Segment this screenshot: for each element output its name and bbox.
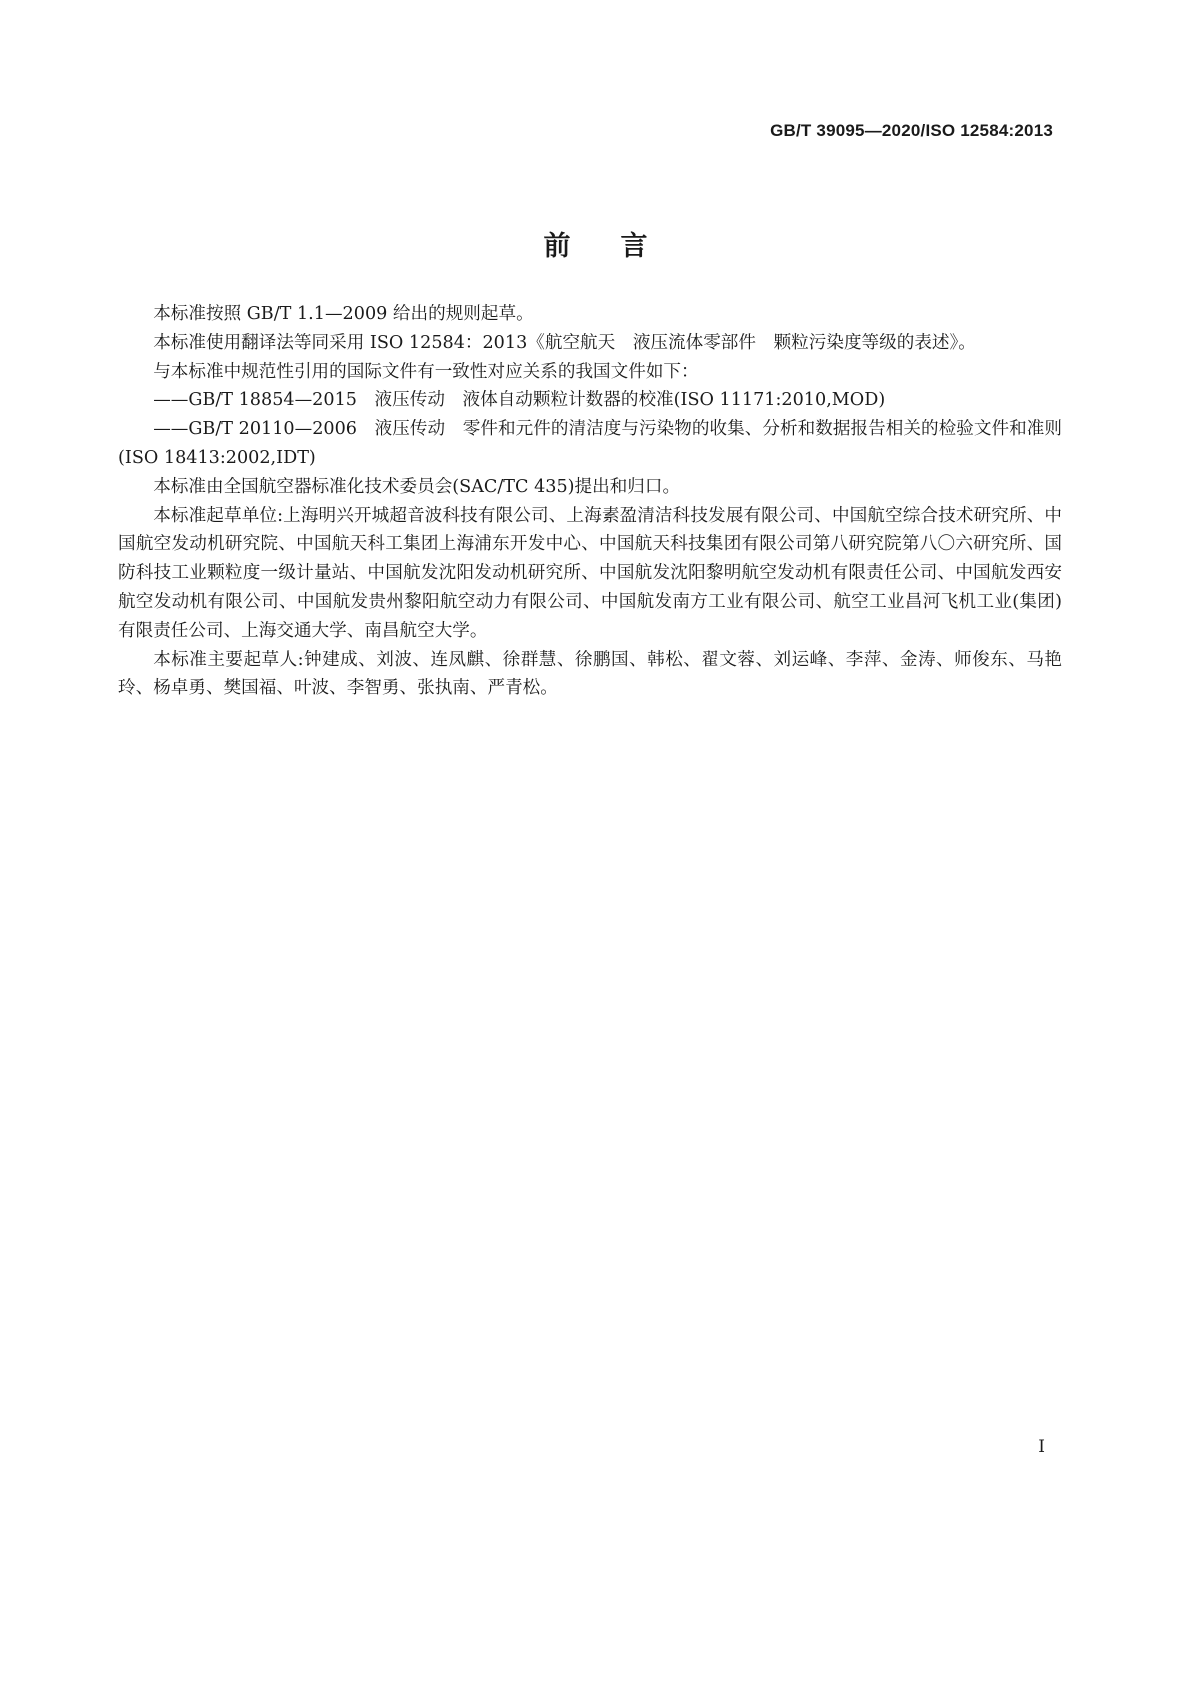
paragraph-reference-1: ——GB/T 18854—2015 液压传动 液体自动颗粒计数器的校准(ISO 11171:2010,MOD) — [153, 390, 886, 411]
paragraph-drafting-rules: 本标准按照 GB/T 1.1—2009 给出的规则起草。 — [153, 304, 534, 324]
paragraph-reference-2: ——GB/T 20110—2006 液压传动 零件和元件的清洁度与污染物的收集、分析和数据报告相关的检验文件和准则 (ISO 18413:2002,IDT) — [118, 419, 1062, 468]
paragraph-drafters: 本标准主要起草人:钟建成、刘波、连凤麒、徐群慧、徐鹏国、韩松、翟文蓉、刘运峰、李萍、金涛、师俊东、马艳玲、杨卓勇、樊国福、叶波、李智勇、张执南、严青松。 — [118, 649, 1062, 699]
standard-number-header: GB/T 39095—2020/ISO 12584:2013 — [770, 121, 1053, 140]
page-title: 前言 — [543, 231, 698, 262]
page-number: I — [1038, 1437, 1045, 1457]
paragraph-proposer: 本标准由全国航空器标准化技术委员会(SAC/TC 435)提出和归口。 — [153, 476, 681, 497]
paragraph-adoption: 本标准使用翻译法等同采用 ISO 12584：2013《航空航天 液压流体零部件 颗粒污染度等级的表述》。 — [153, 332, 976, 353]
foreword-body — [118, 300, 1062, 703]
paragraph-references-intro: 与本标准中规范性引用的国际文件有一致性对应关系的我国文件如下： — [153, 361, 699, 382]
paragraph-drafting-units: 本标准起草单位:上海明兴开城超音波科技有限公司、上海素盈清洁科技发展有限公司、中国航空综合技术研究所、中国航空发动机研究院、中国航天科工集团上海浦东开发中心、中国航天科技集团有限公司第八研究院第八〇六研究所、国防科技工业颗粒度一级计量站、中国航发沈阳发动机研究所、中国航发沈阳黎明航空发动机有限责任公司、中国航发西安航空发动机有限公司、中国航发贵州黎阳航空动力有限公司、中国航发南方工业有限公司、航空工业昌河飞机工业(集团)有限责任公司、上海交通大学、南昌航空大学。 — [118, 505, 1062, 641]
